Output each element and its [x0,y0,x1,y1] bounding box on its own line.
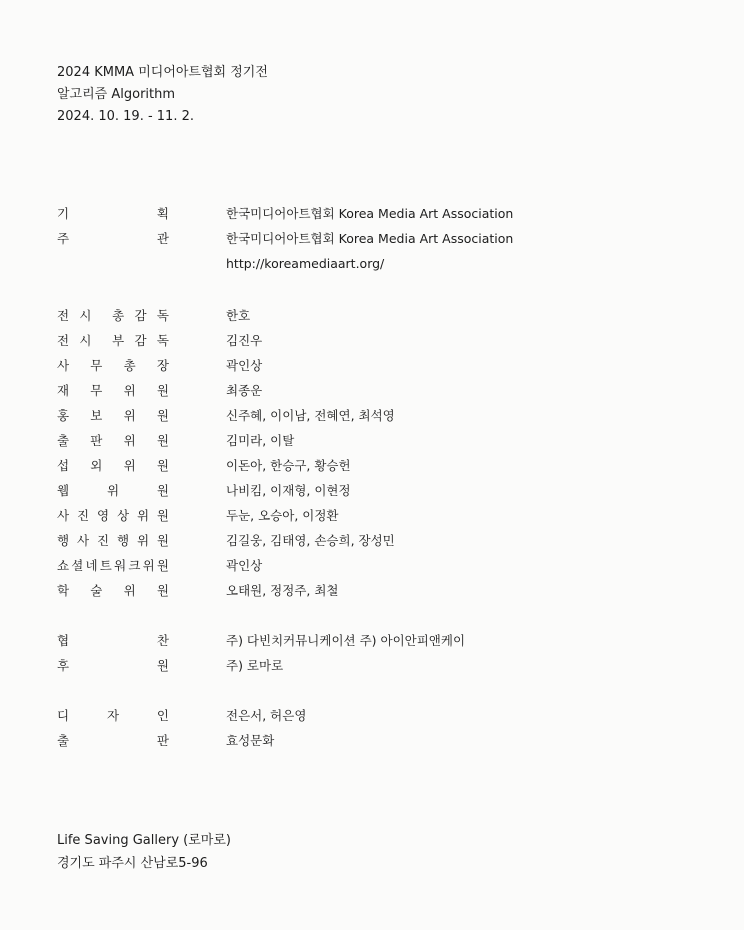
credit-role-char: 총 [112,308,125,323]
credit-names: 한호 [226,308,251,323]
credit-role-char: 무 [90,383,103,398]
credit-role [57,226,169,251]
credit-role-char: 상 [116,508,130,523]
credit-role-char: 트 [99,558,112,573]
credit-names: 곽인상 [226,558,263,573]
credit-names: 주) 로마로 [226,658,284,673]
credit-role-char: 찬 [156,633,169,648]
credit-role-char: 주 [57,231,70,246]
credit-row [57,528,717,553]
credit-role-char: 위 [136,533,150,548]
venue-info [57,829,231,875]
credit-role [57,353,169,378]
credit-role-char: 인 [156,708,169,723]
credit-role [57,653,169,678]
credit-role-char: 원 [156,458,169,473]
exhibition-header [57,62,268,128]
credit-role [57,528,169,553]
credit-role [57,578,169,603]
credit-role-char: 독 [156,333,169,348]
credit-role-char: 사 [57,358,70,373]
credit-role-char: 홍 [57,408,70,423]
credit-role-char: 장 [156,358,169,373]
credit-row [57,328,717,353]
credit-names: 주) 다빈치커뮤니케이션 주) 아이안피앤케이 [226,633,466,648]
credit-role [57,503,169,528]
credit-row [57,353,717,378]
credit-role-char: 원 [156,433,169,448]
credit-row [57,653,717,678]
credit-row [57,728,717,753]
credit-role [57,403,169,428]
credit-role-char: 후 [57,658,70,673]
credit-role-char: 원 [156,583,169,598]
credit-role-char: 판 [156,733,169,748]
credit-role-char: 전 [57,308,70,323]
credit-names: 나비킴, 이재형, 이현정 [226,483,351,498]
credit-role-char: 원 [156,658,169,673]
credit-role-char: 학 [57,583,70,598]
credit-role-char: 원 [156,533,169,548]
credit-role [57,201,169,226]
credit-role-char: 위 [123,408,136,423]
credit-row [57,251,717,276]
credit-role-char: 위 [123,433,136,448]
credit-row [57,703,717,728]
credit-names: 김길웅, 김태영, 손승희, 장성민 [226,533,395,548]
credit-role-char: 워 [114,558,127,573]
credit-role [57,553,169,578]
credit-role-char: 재 [57,383,70,398]
credit-role-char: 행 [116,533,130,548]
credit-names: http://koreamediaart.org/ [226,256,385,271]
credit-role [57,428,169,453]
credit-names: 한국미디어아트협회 Korea Media Art Association [226,206,514,221]
credit-role-char: 출 [57,733,70,748]
credit-row [57,503,717,528]
credits-list [57,201,717,753]
credit-role-char: 영 [96,508,110,523]
credit-role-char: 사 [57,508,70,523]
credit-row [57,453,717,478]
credit-role-char: 총 [123,358,136,373]
credit-role-char: 원 [156,408,169,423]
credit-role-char: 자 [106,708,120,723]
section-spacer [57,603,717,628]
credit-role-char: 부 [112,333,125,348]
credit-role-char: 시 [79,308,92,323]
exhibition-title: 2024 KMMA 미디어아트협회 정기전 [57,65,268,80]
venue-name: Life Saving Gallery (로마로) [57,833,231,848]
credit-role-char: 판 [90,433,103,448]
credit-role [57,703,169,728]
credit-names: 김미라, 이탈 [226,433,295,448]
credit-row [57,201,717,226]
exhibition-dates: 2024. 10. 19. - 11. 2. [57,109,194,124]
credit-role-char: 원 [156,508,169,523]
credit-names: 이돈아, 한승구, 황승헌 [226,458,351,473]
credit-role [57,728,169,753]
credit-role-char: 쇼 [57,558,70,573]
credit-role-char: 섭 [57,458,70,473]
credit-role-char: 위 [123,458,136,473]
credit-role-char: 진 [96,533,110,548]
credit-row [57,553,717,578]
credit-role-char: 획 [156,206,169,221]
credit-role-char: 기 [57,206,70,221]
credit-role-char: 외 [90,458,103,473]
venue-address: 경기도 파주시 산남로5-96 [57,856,208,871]
credit-names: 전은서, 허은영 [226,708,307,723]
credit-role-char: 사 [76,533,90,548]
credit-role-char: 웹 [57,483,70,498]
credit-row [57,478,717,503]
section-spacer [57,276,717,303]
credit-role-char: 크 [128,558,141,573]
section-spacer [57,678,717,703]
credit-role-char: 독 [156,308,169,323]
credit-row [57,628,717,653]
credit-role-char: 출 [57,433,70,448]
credit-role-char: 위 [123,583,136,598]
credit-names: 두눈, 오승아, 이정환 [226,508,339,523]
credit-role-char: 전 [57,333,70,348]
credit-role-char: 시 [79,333,92,348]
credit-role-char: 원 [156,483,169,498]
credit-role [57,328,169,353]
credit-names: 곽인상 [226,358,263,373]
credit-role-char: 감 [134,333,147,348]
credit-names: 오태원, 정정주, 최철 [226,583,339,598]
credit-role-char: 원 [156,558,169,573]
credit-role-char: 관 [156,231,169,246]
credit-row [57,303,717,328]
credit-role [57,478,169,503]
credit-role-char: 원 [156,383,169,398]
credit-row [57,578,717,603]
credit-role-char: 위 [123,383,136,398]
credit-names: 김진우 [226,333,263,348]
credit-names: 신주혜, 이이남, 전혜연, 최석영 [226,408,395,423]
credit-names: 한국미디어아트협회 Korea Media Art Association [226,231,514,246]
credit-role-char: 보 [90,408,103,423]
credit-role-char: 진 [76,508,90,523]
credit-names: 효성문화 [226,733,275,748]
credit-role [57,628,169,653]
credit-role-char: 위 [142,558,155,573]
credit-role-char: 셜 [71,558,84,573]
credit-role-char: 무 [90,358,103,373]
credit-role [57,453,169,478]
credit-role-char: 행 [57,533,70,548]
credit-role-char: 술 [90,583,103,598]
credit-role-char: 위 [136,508,150,523]
exhibition-subtitle: 알고리즘 Algorithm [57,87,176,102]
credit-role [57,378,169,403]
credit-role-char: 협 [57,633,70,648]
credit-row [57,378,717,403]
credit-role [57,303,169,328]
credit-names: 최종운 [226,383,263,398]
credit-role-char: 위 [106,483,120,498]
credit-role-char: 디 [57,708,70,723]
credit-row [57,428,717,453]
credit-row [57,226,717,251]
credit-role-char: 감 [134,308,147,323]
credit-row [57,403,717,428]
credit-role-char: 네 [85,558,98,573]
